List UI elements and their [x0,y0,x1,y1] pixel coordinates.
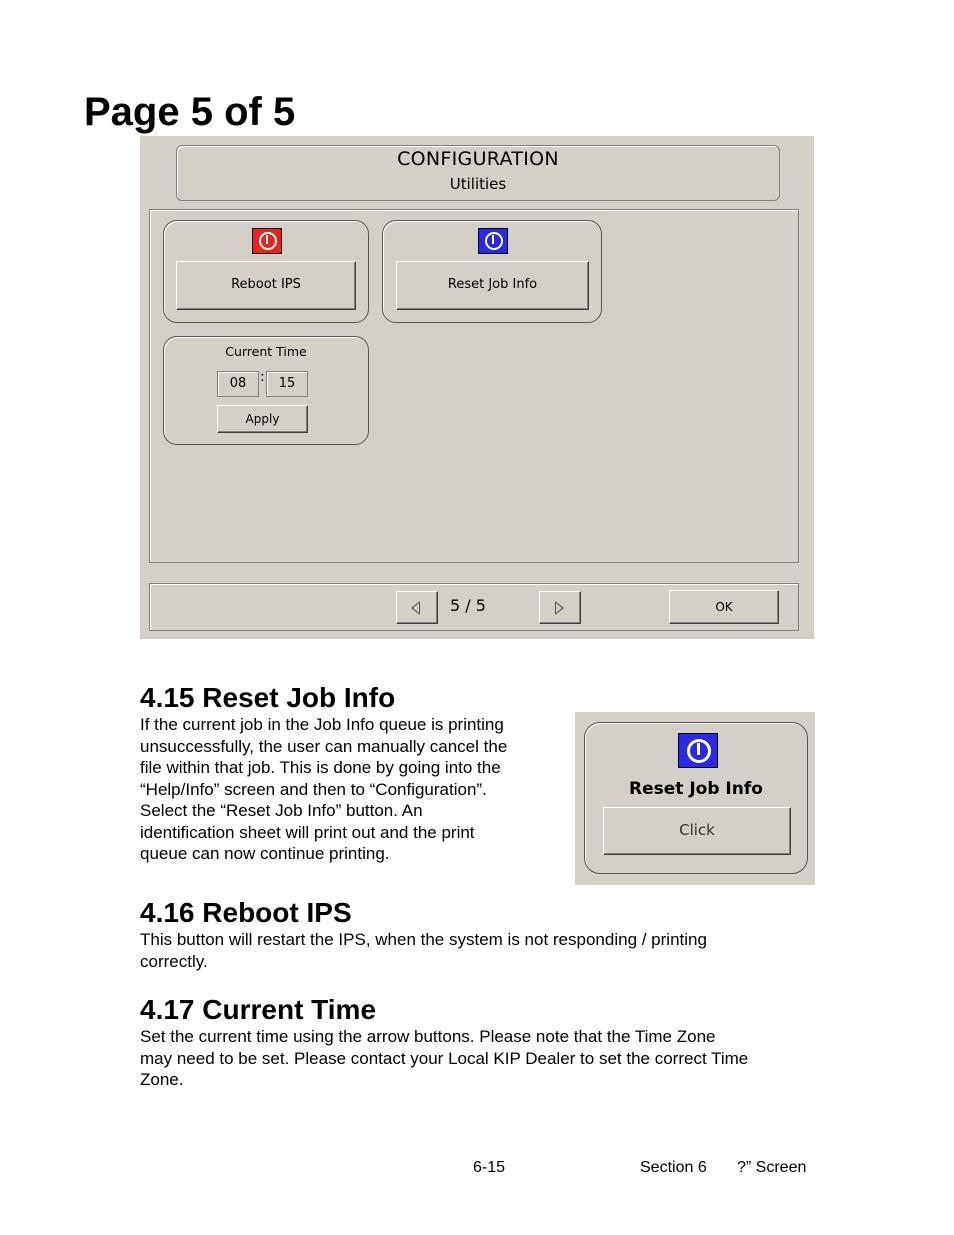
power-icon [678,733,718,768]
footer-page-number: 6-15 [473,1159,506,1176]
current-time-label: Current Time [225,344,307,359]
configuration-header [176,145,780,201]
reset-job-info-group [382,220,602,323]
section-body-current-time [140,1026,748,1091]
configuration-title: CONFIGURATION [397,148,559,170]
reset-job-info-inset [575,712,815,885]
body-line: This button will restart the IPS, when the system is not responding / printing [140,930,707,949]
body-line: Zone. [140,1070,184,1089]
page-indicator: 5 / 5 [450,596,486,615]
body-line: file within that job. This is done by going into the [140,758,501,777]
configuration-subtitle: Utilities [449,175,507,193]
body-line: If the current job in the Job Info queue is printing [140,715,504,734]
section-body-reset-job-info [140,714,507,865]
next-page-button[interactable] [539,591,581,624]
reset-job-info-button[interactable]: Reset Job Info [396,261,589,310]
triangle-left-icon [411,601,420,615]
power-icon [252,228,282,254]
footer-screen: ?” Screen [737,1159,807,1176]
body-line: identification sheet will print out and the print [140,822,475,842]
reboot-ips-button[interactable]: Reboot IPS [176,261,356,310]
reboot-ips-group [163,220,369,323]
apply-button[interactable]: Apply [217,405,308,433]
section-heading-reboot-ips: 4.16 Reboot IPS [140,897,352,928]
previous-page-button[interactable] [396,591,438,624]
minute-field[interactable]: 15 [266,371,308,397]
time-separator: : [260,369,265,385]
section-heading-reset-job-info: 4.15 Reset Job Info [140,682,396,713]
page-title: Page 5 of 5 [84,90,296,134]
section-body-reboot-ips [140,929,707,972]
configuration-screenshot [140,136,814,639]
body-line: unsuccessfully, the user can manually cancel the [140,736,508,756]
current-time-group [163,336,369,445]
body-line: queue can now continue printing. [140,844,390,863]
body-line: correctly. [140,951,208,971]
triangle-right-icon [555,601,564,615]
body-line: Select the “Reset Job Info” button. An [140,801,423,820]
power-icon [478,228,508,254]
footer-section: Section 6 [640,1159,707,1176]
navigation-bar [149,583,799,631]
hour-field[interactable]: 08 [217,371,259,397]
reset-job-info-label: Reset Job Info [629,779,763,799]
utilities-panel [149,209,799,563]
section-heading-current-time: 4.17 Current Time [140,994,377,1025]
click-button[interactable]: Click [603,807,791,855]
ok-button[interactable]: OK [669,590,779,624]
body-line: may need to be set. Please contact your Local KIP Dealer to set the correct Time [140,1048,749,1068]
reset-job-info-inset-group [584,722,808,874]
body-line: Set the current time using the arrow buttons. Please note that the Time Zone [140,1027,716,1046]
body-line: “Help/Info” screen and then to “Configuration”. [140,779,487,799]
